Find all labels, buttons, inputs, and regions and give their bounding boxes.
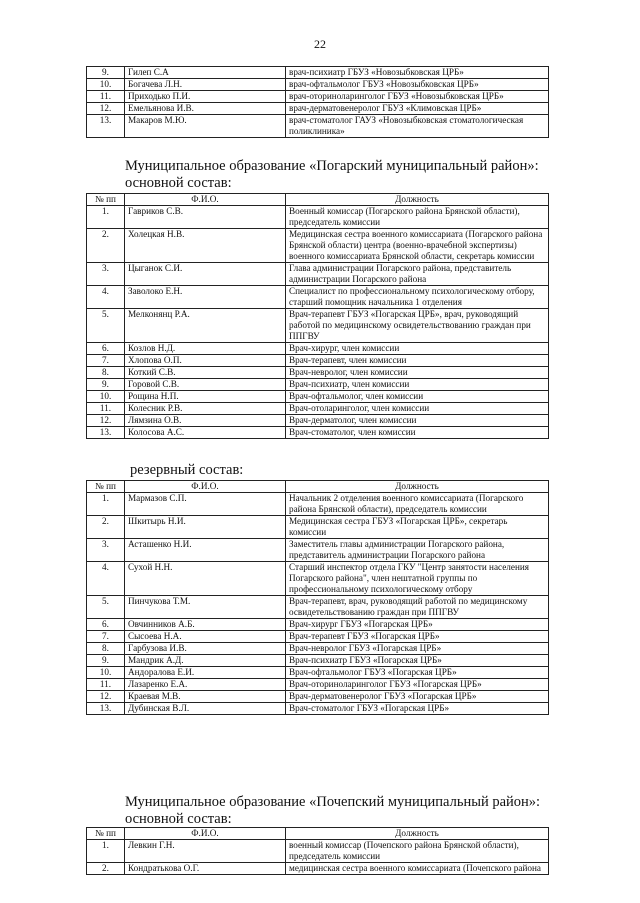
table-row — [87, 379, 549, 391]
table-row — [87, 367, 549, 379]
continued-members-table — [86, 66, 549, 138]
table-row — [87, 263, 549, 286]
member-name: Колосова А.С. — [125, 427, 286, 439]
member-position: Врач-невролог, член комиссии — [286, 367, 549, 379]
member-name: Макаров М.Ю. — [125, 115, 286, 138]
member-name: Кондратькова О.Г. — [125, 863, 286, 875]
table-row — [87, 415, 549, 427]
row-number: 13. — [87, 115, 125, 138]
member-position: Врач-оториноларинголог ГБУЗ «Погарская ЦРБ» — [286, 679, 549, 691]
table-row — [87, 79, 549, 91]
page-number: 22 — [314, 37, 326, 51]
header-position: Должность — [286, 194, 549, 206]
table-row — [87, 619, 549, 631]
member-position: Врач-дерматолог, член комиссии — [286, 415, 549, 427]
section-title-text: Муниципальное образование «Погарский муниципальный район»: — [125, 158, 539, 174]
member-name: Богачева Л.Н. — [125, 79, 286, 91]
member-name: Андоралова Е.И. — [125, 667, 286, 679]
member-name: Пинчукова Т.М. — [125, 596, 286, 619]
table-row — [87, 691, 549, 703]
section-subtitle-main: основной состав: — [125, 811, 232, 827]
member-position: Старший инспектор отдела ГКУ "Центр занятости населения Погарского района", член нештатной группы по профессиональному психологическому отбору — [286, 562, 549, 596]
member-position: врач-оториноларинголог ГБУЗ «Новозыбковская ЦРБ» — [286, 91, 549, 103]
member-position: военный комиссар (Почепского района Брянской области), председатель комиссии — [286, 840, 549, 863]
member-name: Гавриков С.В. — [125, 206, 286, 229]
row-number: 4. — [87, 286, 125, 309]
row-number: 2. — [87, 863, 125, 875]
row-number: 9. — [87, 379, 125, 391]
table-header-row — [87, 828, 549, 840]
row-number: 4. — [87, 562, 125, 596]
table-row — [87, 427, 549, 439]
member-name: Гилеп С.А — [125, 67, 286, 79]
member-position: врач-офтальмолог ГБУЗ «Новозыбковская ЦРБ» — [286, 79, 549, 91]
header-position: Должность — [286, 481, 549, 493]
member-name: Рощина Н.П. — [125, 391, 286, 403]
member-name: Гарбузова И.В. — [125, 643, 286, 655]
row-number: 5. — [87, 309, 125, 343]
member-position: Военный комиссар (Погарского района Брянской области), председатель комиссии — [286, 206, 549, 229]
member-position: Заместитель главы администрации Погарского района, представитель администрации Погарского района — [286, 539, 549, 562]
row-number: 8. — [87, 643, 125, 655]
member-name: Цыганок С.И. — [125, 263, 286, 286]
member-position: Специалист по профессиональному психологическому отбору, старший помощник начальника 1 отделения — [286, 286, 549, 309]
member-position: Глава администрации Погарского района, представитель администрации Погарского района — [286, 263, 549, 286]
table-row — [87, 703, 549, 715]
section-title-pogar-reserve — [130, 462, 243, 479]
member-name: Хлопова О.П. — [125, 355, 286, 367]
header-name: Ф.И.О. — [125, 481, 286, 493]
row-number: 5. — [87, 596, 125, 619]
row-number: 1. — [87, 840, 125, 863]
table-row — [87, 355, 549, 367]
table-row — [87, 206, 549, 229]
table-row — [87, 679, 549, 691]
row-number: 1. — [87, 493, 125, 516]
header-num: № пп — [87, 481, 125, 493]
table-row — [87, 403, 549, 415]
member-name: Дубинская В.Л. — [125, 703, 286, 715]
row-number: 6. — [87, 619, 125, 631]
member-name: Шкитырь Н.И. — [125, 516, 286, 539]
table-row — [87, 91, 549, 103]
member-position: врач-дерматовенеролог ГБУЗ «Климовская ЦРБ» — [286, 103, 549, 115]
row-number: 13. — [87, 427, 125, 439]
table-header-row — [87, 194, 549, 206]
pogar-main-table — [86, 193, 549, 439]
table-row — [87, 516, 549, 539]
member-position: Врач-терапевт, член комиссии — [286, 355, 549, 367]
row-number: 12. — [87, 415, 125, 427]
row-number: 10. — [87, 391, 125, 403]
member-name: Емельянова И.В. — [125, 103, 286, 115]
row-number: 13. — [87, 703, 125, 715]
header-name: Ф.И.О. — [125, 194, 286, 206]
member-position: врач-стоматолог ГАУЗ «Новозыбковская стоматологическая поликлиника» — [286, 115, 549, 138]
member-name: Мелконянц Р.А. — [125, 309, 286, 343]
member-position: Врач-офтальмолог ГБУЗ «Погарская ЦРБ» — [286, 667, 549, 679]
member-position: Врач-психиатр ГБУЗ «Погарская ЦРБ» — [286, 655, 549, 667]
table-row — [87, 115, 549, 138]
member-position: Врач-терапевт ГБУЗ «Погарская ЦРБ», врач, руководящий работой по медицинскому освидетельствованию граждан при ППГВУ — [286, 309, 549, 343]
table-row — [87, 229, 549, 263]
member-name: Асташенко Н.И. — [125, 539, 286, 562]
table-row — [87, 493, 549, 516]
section-subtitle-reserve: резервный состав: — [130, 462, 244, 478]
row-number: 1. — [87, 206, 125, 229]
member-name: Сысоева Н.А. — [125, 631, 286, 643]
row-number: 9. — [87, 67, 125, 79]
member-name: Лазаренко Е.А. — [125, 679, 286, 691]
row-number: 11. — [87, 403, 125, 415]
member-name: Горовой С.В. — [125, 379, 286, 391]
header-name: Ф.И.О. — [125, 828, 286, 840]
member-name: Козлов Н.Д. — [125, 343, 286, 355]
member-position: Врач-офтальмолог, член комиссии — [286, 391, 549, 403]
member-position: Врач-терапевт, врач, руководящий работой по медицинскому освидетельствованию граждан при ППГВУ — [286, 596, 549, 619]
row-number: 7. — [87, 355, 125, 367]
row-number: 2. — [87, 516, 125, 539]
member-position: Врач-дерматовенеролог ГБУЗ «Погарская ЦРБ» — [286, 691, 549, 703]
member-name: Овчинников А.Б. — [125, 619, 286, 631]
table-row — [87, 539, 549, 562]
table-row — [87, 309, 549, 343]
table-row — [87, 103, 549, 115]
header-num: № пп — [87, 194, 125, 206]
section-title-text: Муниципальное образование «Почепский муниципальный район»: — [125, 794, 541, 810]
table-row — [87, 596, 549, 619]
table-header-row — [87, 481, 549, 493]
member-position: Врач-психиатр, член комиссии — [286, 379, 549, 391]
member-name: Колесник Р.В. — [125, 403, 286, 415]
member-name: Приходько П.И. — [125, 91, 286, 103]
member-position: Врач-отоларинголог, член комиссии — [286, 403, 549, 415]
pogar-reserve-table — [86, 480, 549, 715]
member-position: Медицинская сестра военного комиссариата (Погарского района Брянской области) центра (военно-врачебной экспертизы) военного комиссариата Брянской области, секретарь комиссии — [286, 229, 549, 263]
member-position: врач-психиатр ГБУЗ «Новозыбковская ЦРБ» — [286, 67, 549, 79]
member-position: медицинская сестра военного комиссариата (Почепского района — [286, 863, 549, 875]
header-position: Должность — [286, 828, 549, 840]
row-number: 6. — [87, 343, 125, 355]
table-row — [87, 655, 549, 667]
table-row — [87, 562, 549, 596]
table-row — [87, 286, 549, 309]
table-row — [87, 67, 549, 79]
header-num: № пп — [87, 828, 125, 840]
table-row — [87, 667, 549, 679]
section-title-pogar — [125, 158, 539, 192]
row-number: 8. — [87, 367, 125, 379]
row-number: 2. — [87, 229, 125, 263]
row-number: 3. — [87, 263, 125, 286]
member-name: Лямзина О.В. — [125, 415, 286, 427]
member-name: Левкин Г.Н. — [125, 840, 286, 863]
row-number: 12. — [87, 691, 125, 703]
member-name: Сухой Н.Н. — [125, 562, 286, 596]
row-number: 11. — [87, 91, 125, 103]
member-position: Врач-хирург ГБУЗ «Погарская ЦРБ» — [286, 619, 549, 631]
member-name: Краевая М.В. — [125, 691, 286, 703]
member-name: Мандрик А.Д. — [125, 655, 286, 667]
member-position: Начальник 2 отделения военного комиссариата (Погарского района Брянской области), председатель комиссии — [286, 493, 549, 516]
pochep-main-table — [86, 827, 549, 875]
section-subtitle-main: основной состав: — [125, 175, 232, 191]
table-row — [87, 840, 549, 863]
table-row — [87, 343, 549, 355]
table-row — [87, 391, 549, 403]
member-position: Врач-стоматолог ГБУЗ «Погарская ЦРБ» — [286, 703, 549, 715]
row-number: 10. — [87, 79, 125, 91]
member-name: Заволоко Е.Н. — [125, 286, 286, 309]
member-position: Врач-невролог ГБУЗ «Погарская ЦРБ» — [286, 643, 549, 655]
member-name: Холецкая Н.В. — [125, 229, 286, 263]
section-title-pochep — [125, 794, 540, 828]
row-number: 7. — [87, 631, 125, 643]
row-number: 12. — [87, 103, 125, 115]
row-number: 10. — [87, 667, 125, 679]
table-row — [87, 863, 549, 875]
row-number: 11. — [87, 679, 125, 691]
member-name: Коткий С.В. — [125, 367, 286, 379]
member-position: Врач-хирург, член комиссии — [286, 343, 549, 355]
table-row — [87, 631, 549, 643]
member-name: Мармазов С.П. — [125, 493, 286, 516]
table-row — [87, 643, 549, 655]
member-position: Врач-терапевт ГБУЗ «Погарская ЦРБ» — [286, 631, 549, 643]
row-number: 3. — [87, 539, 125, 562]
member-position: Врач-стоматолог, член комиссии — [286, 427, 549, 439]
member-position: Медицинская сестра ГБУЗ «Погарская ЦРБ», секретарь комиссии — [286, 516, 549, 539]
row-number: 9. — [87, 655, 125, 667]
